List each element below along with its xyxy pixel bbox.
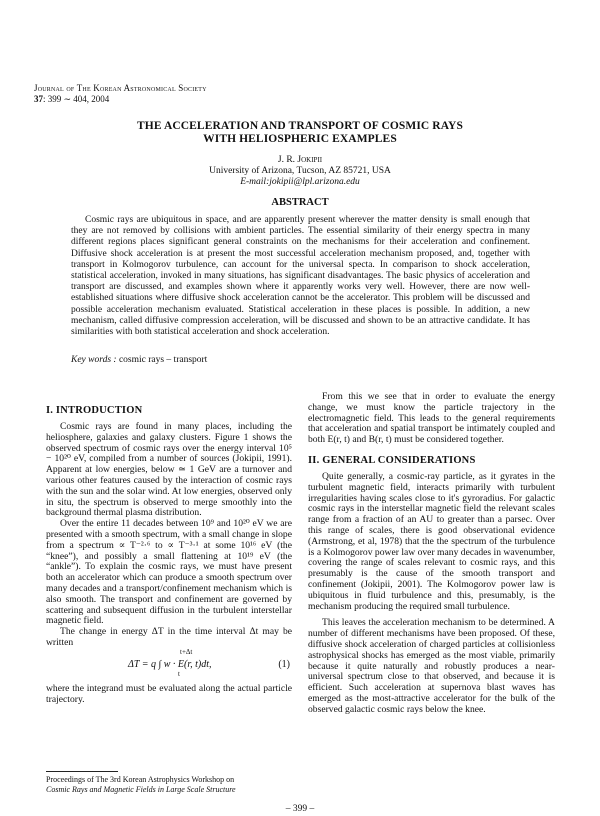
author-email: E-mail:jokipii@lpl.arizona.edu [240,177,360,187]
equation-1 [46,647,292,681]
intro-paragraph-3: The change in energy ΔT in the time interval Δt may be written [46,626,292,648]
section-heading-introduction: I. INTRODUCTION [46,405,143,416]
footnote-rule [46,771,118,772]
right-paragraph-3: This leaves the acceleration mechanism to be determined. A number of different mechanisms have been proposed. Of these, diffusive shock acceleration of charged particles at collisionless astrophysical shocks has emerged as the most viable, primarily because it quite naturally and robustly produces a near-universal spectrum close to that observed, and because it is efficient. Such acceleration at supernova blast waves has emerged as the most-attractive accelerator for the bulk of the observed galactic cosmic rays below the knee. [308,617,555,715]
footnote-line-1: Proceedings of The 3rd Korean Astrophysics Workshop on [46,775,235,784]
equation-body [128,660,212,671]
page-number: – 399 – [285,804,315,814]
paper-title-line-2: WITH HELIOSPHERIC EXAMPLES [203,133,397,145]
paper-title-line-1: THE ACCELERATION AND TRANSPORT OF COSMIC RAYS [137,120,463,132]
left-column [46,405,292,705]
footnote [46,775,306,794]
keywords-label: Key words : [71,355,117,365]
author-name: J. R. Jokipii [277,155,323,165]
abstract-text: Cosmic rays are ubiquitous in space, and are apparently present wherever the matter density is small enough that they are not removed by collisions with ambient particles. The essential similarity of their energy spectra in many different regions places significant general constraints on the mechanisms for their acceleration and confinement. Diffusive shock acceleration is at present the most successful acceleration mechanism proposed, and, together with transport in Kolmogorov turbulence, can account for the universal specta. In comparison to shock acceleration, statistical acceleration, invoked in many situations, has significant disadvantages. The basic physics of acceleration and transport are discussed, and examples shown where it apparently works very well. However, there are now well-established situations where diffusive shock acceleration cannot be the accelerator. This problem will be discussed and possible acceleration mechanism evaluated. Statistical acceleration in these places is possible. In addition, a new mechanism, called diffusive compression acceleration, will be discussed and shown to be an attractive candidate. It has similarities with both statistical acceleration and shock acceleration. [71,215,530,338]
intro-paragraph-1: Cosmic rays are found in many places, including the heliosphere, galaxies and galaxy clusters. Figure 1 shows the observed spectrum of cosmic rays over the energy interval 10⁵ − 10²⁰ eV, compiled from a number of sources (Jokipii, 1991). Apparent at low energies, below ≃ 1 GeV are a turnover and various other features caused by the interaction of cosmic rays with the sun and the solar wind. At low energies, observed only in situ, the spectrum is observed to merge smoothly into the background thermal plasma distribution. [46,421,292,519]
equation-text: ΔT = q ∫ w · E(r, t)dt, [128,658,212,670]
journal-volume: 37 [34,94,43,104]
integral-lower-limit: t [178,669,180,678]
keywords [71,355,207,366]
intro-paragraph-4: where the integrand must be evaluated along the actual particle trajectory. [46,682,292,705]
keywords-value: cosmic rays – transport [118,355,208,365]
journal-issue [34,94,109,105]
footnote-line-2: Cosmic Rays and Magnetic Fields in Large Scale Structure [46,784,236,794]
intro-paragraph-2: Over the entire 11 decades between 10⁹ and 10²⁰ eV we are presented with a smooth spectrum, with a small change in slope from a spectrum ∝ T⁻²·⁶ to ∝ T⁻³·¹ at some 10¹⁶ eV (the “knee”), and possibly a small flattening at 10¹⁹ eV (the “ankle”). To explain the cosmic rays, we must have present both an accelerator which can produce a smooth spectrum over many decades and a transport/confinement mechanism which is also smooth. The transport and confinement are governed by scattering and subsequent diffusion in the turbulent interstellar magnetic field. [46,518,292,627]
right-paragraph-1: From this we see that in order to evaluate the energy change, we must know the particle trajectory in the electromagnetic field. This leads to the general requirements that acceleration and spatial transport be intimately coupled and both E(r, t) and B(r, t) must be considered together. [308,391,555,446]
abstract-heading: ABSTRACT [271,197,329,208]
journal-name: Journal of The Korean Astronomical Society [34,83,207,93]
paper-title [60,120,540,146]
section-heading-general-considerations: II. GENERAL CONSIDERATIONS [308,454,476,466]
integral-upper-limit: t+Δt [180,647,193,656]
author-affiliation: University of Arizona, Tucson, AZ 85721, USA [209,166,391,176]
equation-number: (1) [278,658,290,670]
right-column [308,392,555,716]
right-paragraph-2: Quite generally, a cosmic-ray particle, as it gyrates in the turbulent magnetic field, interacts primarily with turbulent irregularities having scales close to it's gyroradius. For galactic cosmic rays in the interstellar magnetic field the relevant scales range from a fraction of an AU to greater than a parsec. Over this range of scales, there is good observational evidence (Armstrong, et al, 1978) that the the spectrum of the turbulence is a Kolmogorov power law over many decades in wavenumber, covering the range of scales relevant to cosmic rays, and this presumably is the cause of the smooth transport and confinement (Jokipii, 2001). The Kolmogorov power law is ubiquitous in fluid turbulence and this, presumably, is the mechanism producing the required small turbulence. [308,470,555,612]
journal-pages: : 399 ∼ 404, 2004 [43,94,110,104]
